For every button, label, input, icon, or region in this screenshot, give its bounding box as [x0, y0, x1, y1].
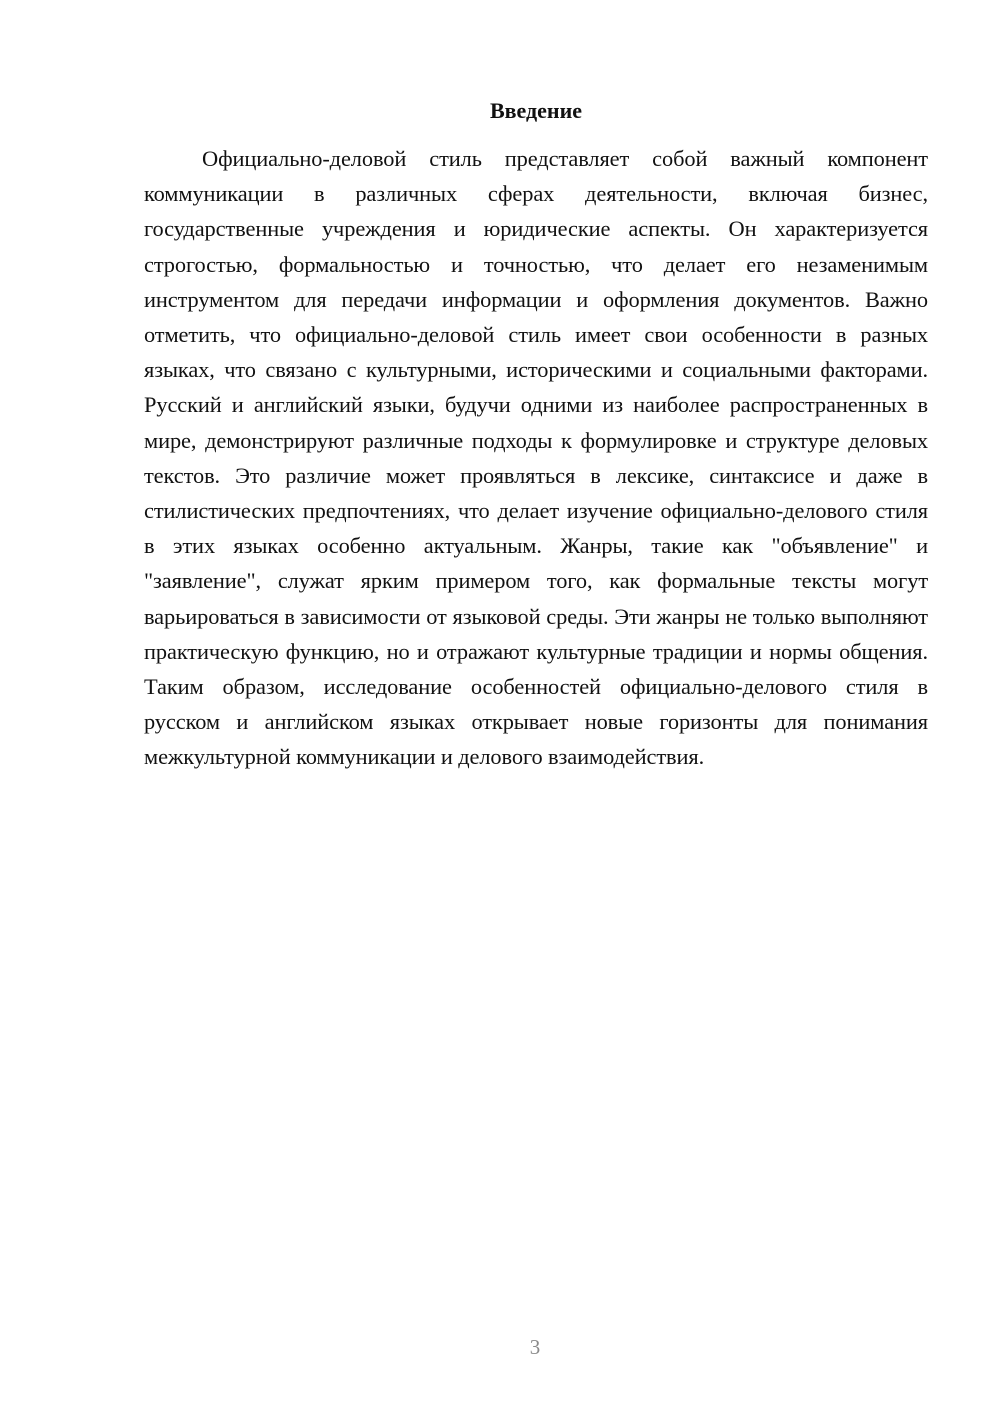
section-heading: Введение	[489, 98, 583, 123]
body-paragraph: Официально-деловой стиль представляет собой важный компонент коммуникации в различных сферах деятельности, включая бизнес, государственные учреждения и юридические аспекты. Он характеризуется строгостью, формальностью и точностью, что делает его незаменимым инструментом для передачи информации и оформления документов. Важно отметить, что официально-деловой стиль имеет свои особенности в разных языках, что связано с культурными, историческими и социальными факторами. Русский и английский языки, будучи одними из наиболее распространенных в мире, демонстрируют различные подходы к формулировке и структуре деловых текстов. Это различие может проявляться в лексике, синтаксисе и даже в стилистических предпочтениях, что делает изучение официально-делового стиля в этих языках особенно актуальным. Жанры, такие как "объявление" и "заявление", служат ярким примером того, как формальные тексты могут варьироваться в зависимости от языковой среды. Эти жанры не только выполняют практическую функцию, но и отражают культурные традиции и нормы общения. Таким образом, исследование особенностей официально-делового стиля в русском и английском языках открывает новые горизонты для понимания межкультурной коммуникации и делового взаимодействия.	[144, 146, 928, 770]
page-number: 3	[529, 1335, 541, 1359]
